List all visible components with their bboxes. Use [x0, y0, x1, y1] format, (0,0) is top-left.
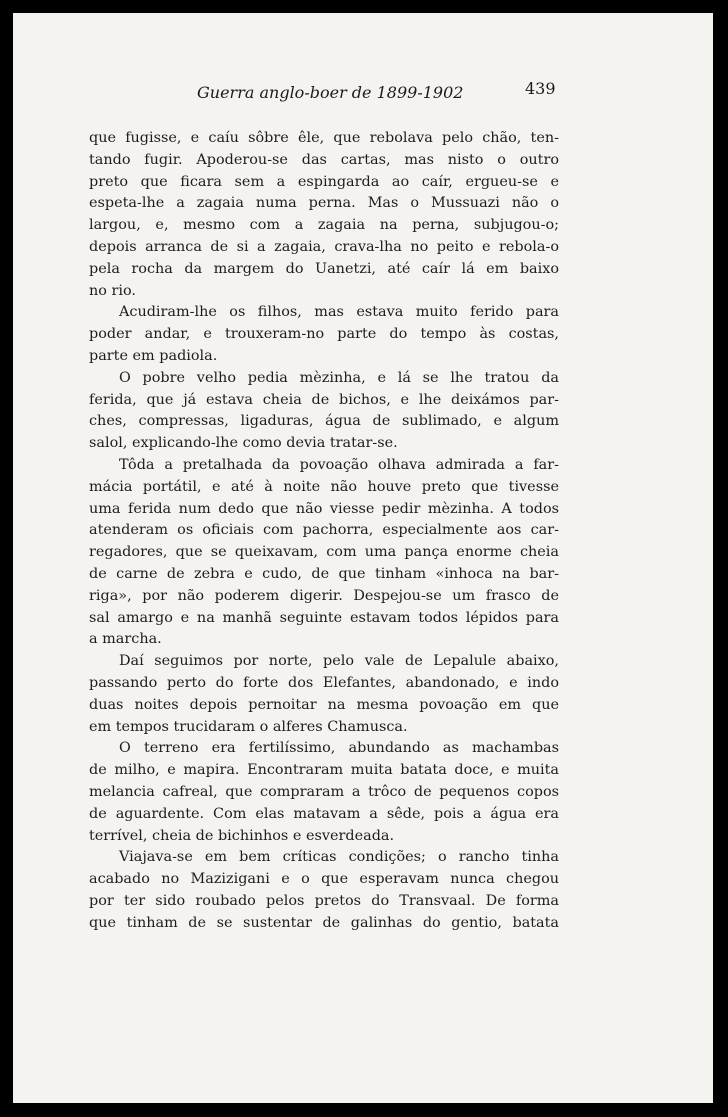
text-line: sal amargo e na manhã seguinte estavam todos lépidos para [89, 609, 559, 626]
text-line: largou, e, mesmo com a zagaia na perna, subjugou-o; [89, 217, 559, 234]
text-line: depois arranca de si a zagaia, crava-lha no peito e rebola-o [89, 238, 559, 255]
text-line: passando perto do forte dos Elefantes, abandonado, e indo [89, 674, 559, 691]
text-line: em tempos trucidaram o alferes Chamusca. [89, 718, 408, 735]
text-line: Viajava-se em bem críticas condições; o rancho tinha [119, 849, 559, 866]
page-header [13, 75, 713, 115]
text-line: Acudiram-lhe os filhos, mas estava muito ferido para [119, 304, 559, 321]
text-line: atenderam os oficiais com pachorra, especialmente aos car- [89, 522, 559, 539]
text-line: por ter sido roubado pelos pretos do Transvaal. De forma [89, 892, 559, 909]
text-line: que fugisse, e caíu sôbre êle, que rebolava pelo chão, ten- [89, 130, 559, 146]
text-line: O pobre velho pedia mèzinha, e lá se lhe tratou da [119, 369, 559, 386]
text-line: riga», por não poderem digerir. Despejou-se um frasco de [89, 587, 559, 604]
text-line: terrível, cheia de bichinhos e esverdeada. [89, 827, 395, 844]
text-line: no rio. [89, 282, 136, 299]
text-line: pela rocha da margem do Uanetzi, até caír lá em baixo [89, 260, 559, 277]
text-line: Tôda a pretalhada da povoação olhava admirada a far- [119, 456, 559, 473]
text-line: Daí seguimos por norte, pelo vale de Lepalule abaixo, [119, 653, 559, 670]
text-line: duas noites depois pernoitar na mesma povoação em que [89, 696, 559, 713]
text-line: mácia portátil, e até à noite não houve preto que tivesse [89, 478, 559, 495]
text-line: de aguardente. Com elas matavam a sêde, pois a água era [89, 805, 559, 822]
page-number: 439 [525, 79, 556, 98]
text-line: espeta-lhe a zagaia numa perna. Mas o Mussuazi não o [89, 195, 559, 212]
text-line: acabado no Mazizigani e o que esperavam nunca chegou [89, 871, 559, 888]
text-line: poder andar, e trouxeram-no parte do tempo às costas, [89, 326, 559, 343]
text-line: de carne de zebra e cudo, de que tinham «inhoca na bar- [89, 565, 559, 582]
text-line: melancia cafreal, que compraram a trôco de pequenos copos [89, 783, 559, 800]
running-title: Guerra anglo-boer de 1899-1902 [197, 83, 464, 102]
text-line: salol, explicando-lhe como devia tratar-se. [89, 435, 398, 452]
text-line: preto que ficara sem a espingarda ao caír, ergueu-se e [89, 173, 559, 190]
text-line: de milho, e mapira. Encontraram muita batata doce, e muita [89, 762, 559, 779]
text-line: regadores, que se queixavam, com uma pança enorme cheia [89, 544, 559, 561]
text-line: a marcha. [89, 631, 162, 648]
text-line: parte em padiola. [89, 347, 218, 364]
body-text [89, 128, 559, 934]
text-line: ferida, que já estava cheia de bichos, e lhe deixámos par- [89, 391, 559, 408]
book-page [13, 13, 713, 1103]
text-line: O terreno era fertilíssimo, abundando as machambas [119, 740, 559, 757]
text-line: ches, compressas, ligaduras, água de sublimado, e algum [89, 413, 559, 430]
text-line: que tinham de se sustentar de galinhas do gentio, batata [89, 914, 559, 931]
text-line: tando fugir. Apoderou-se das cartas, mas nisto o outro [89, 151, 559, 168]
text-line: uma ferida num dedo que não viesse pedir mèzinha. A todos [89, 500, 559, 517]
